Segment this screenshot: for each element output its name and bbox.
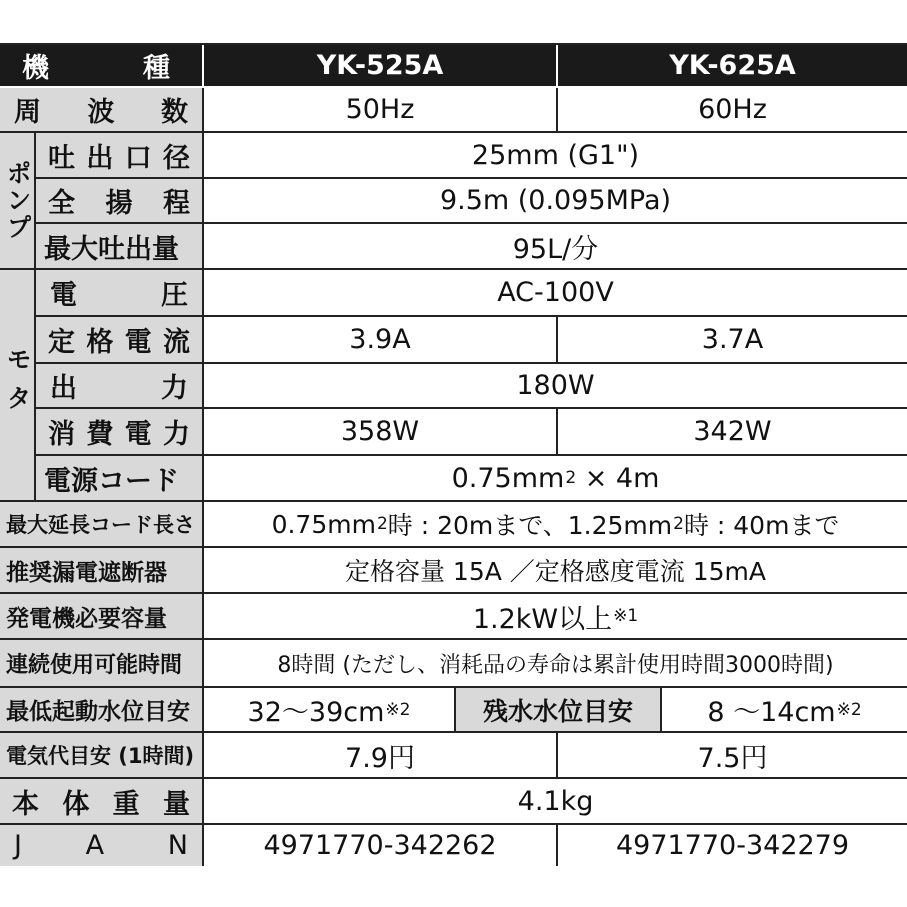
jan-label-3: N xyxy=(167,830,188,861)
head-label-2: 揚 xyxy=(105,188,133,219)
water-level-value xyxy=(204,688,456,733)
discharge-value: 25mm (G1") xyxy=(204,133,907,179)
weight-value: 4.1kg xyxy=(204,779,907,825)
head-label-1: 全 xyxy=(48,188,75,219)
generator-label: 発電機必要容量 xyxy=(0,594,204,640)
max-extension-value xyxy=(204,502,907,548)
water-level-value-text: 32～39cm xyxy=(247,697,385,728)
frequency-label-3: 数 xyxy=(161,97,188,128)
max-extension-part2: 時 : 20mまで、1.25mm xyxy=(387,511,673,540)
rated-current-label-4: 流 xyxy=(162,327,190,358)
frequency-value-b: 60Hz xyxy=(558,88,907,133)
water-level-label: 最低起動水位目安 xyxy=(0,688,204,733)
max-extension-sup2: 2 xyxy=(673,514,684,534)
discharge-label xyxy=(36,133,204,179)
max-flow-label: 最大吐出量 xyxy=(36,224,204,270)
water-level-note: ※2 xyxy=(385,699,411,720)
weight-label-1: 本 xyxy=(12,788,39,820)
power-b: 342W xyxy=(558,409,907,456)
pump-group-text: ポンプ xyxy=(3,160,33,241)
pump-group-label xyxy=(0,133,36,270)
residual-level-note: ※2 xyxy=(836,699,862,720)
power-a: 358W xyxy=(204,409,558,456)
header-model-b: YK-625A xyxy=(558,44,907,88)
discharge-label-1: 吐 xyxy=(48,142,75,174)
output-label xyxy=(36,364,204,409)
weight-label-3: 重 xyxy=(112,788,140,820)
jan-a: 4971770-342262 xyxy=(204,825,558,866)
head-value: 9.5m (0.095MPa) xyxy=(204,179,907,224)
motor-group-label xyxy=(0,270,36,502)
discharge-label-4: 径 xyxy=(162,142,190,174)
generator-note: ※1 xyxy=(613,606,639,626)
jan-b: 4971770-342279 xyxy=(615,830,850,861)
weight-label xyxy=(0,779,204,825)
electricity-cost-a: 7.9円 xyxy=(204,733,558,779)
power-label-1: 消 xyxy=(48,419,75,450)
cord-label: 電源コード xyxy=(36,456,204,502)
residual-level-label: 残水水位目安 xyxy=(456,688,662,733)
breaker-value: 定格容量 15A ／定格感度電流 15mA xyxy=(204,548,907,594)
rated-current-label-3: 電 xyxy=(124,327,152,358)
cord-value-a: 0.75mm xyxy=(451,462,565,494)
power-label-3: 電 xyxy=(124,419,152,450)
frequency-value-a: 50Hz xyxy=(204,88,558,133)
output-value: 180W xyxy=(204,364,907,409)
header-label-a: 機 xyxy=(22,52,49,84)
power-label-2: 費 xyxy=(86,419,114,450)
frequency-label xyxy=(0,88,204,133)
weight-label-4: 量 xyxy=(162,788,190,820)
continuous-label: 連続使用可能時間 xyxy=(0,640,204,688)
frequency-label-1: 周 xyxy=(14,97,41,128)
head-label xyxy=(36,179,204,224)
jan-label-1: J xyxy=(14,830,22,861)
output-label-2: 力 xyxy=(161,373,188,404)
generator-value-text: 1.2kW以上 xyxy=(472,603,613,635)
max-extension-sup1: 2 xyxy=(376,514,388,534)
motor-group-text: モタ xyxy=(3,346,33,424)
max-extension-label: 最大延長コード長さ xyxy=(0,502,204,548)
table-top-border xyxy=(0,43,907,45)
jan-label xyxy=(0,825,204,866)
discharge-label-3: 口 xyxy=(124,142,152,174)
head-label-3: 程 xyxy=(163,188,190,219)
output-label-1: 出 xyxy=(50,373,77,404)
max-extension-part3: 時 : 40mまで xyxy=(683,511,840,540)
rated-current-a: 3.9A xyxy=(204,317,558,364)
electricity-cost-b: 7.5円 xyxy=(558,733,907,779)
power-label xyxy=(36,409,204,456)
electricity-cost-label: 電気代目安 (1時間) xyxy=(0,733,204,779)
header-model-a: YK-525A xyxy=(204,44,558,88)
residual-level-value-text: 8 ～14cm xyxy=(707,697,836,728)
rated-current-label-2: 格 xyxy=(86,327,114,358)
continuous-value: 8時間 (ただし、消耗品の寿命は累計使用時間3000時間) xyxy=(204,640,907,688)
max-extension-part1: 0.75mm xyxy=(271,509,376,539)
voltage-value: AC-100V xyxy=(204,270,907,317)
weight-label-2: 体 xyxy=(62,788,90,820)
voltage-label xyxy=(36,270,204,317)
breaker-label: 推奨漏電遮断器 xyxy=(0,548,204,594)
header-model-label xyxy=(0,44,204,88)
max-flow-value: 95L/分 xyxy=(204,224,907,270)
rated-current-label xyxy=(36,317,204,364)
generator-value xyxy=(204,594,907,640)
frequency-label-2: 波 xyxy=(87,97,115,128)
discharge-label-2: 出 xyxy=(86,142,114,174)
voltage-label-2: 圧 xyxy=(161,280,188,311)
header-label-b: 種 xyxy=(143,52,170,84)
rated-current-label-1: 定 xyxy=(48,327,75,358)
cord-value xyxy=(204,456,907,502)
voltage-label-1: 電 xyxy=(50,280,77,311)
rated-current-b: 3.7A xyxy=(558,317,907,364)
cord-value-b: × 4m xyxy=(576,462,660,494)
power-label-4: 力 xyxy=(162,419,190,450)
cord-sup: 2 xyxy=(565,468,577,488)
residual-level-value xyxy=(662,688,907,733)
jan-label-2: A xyxy=(85,830,105,861)
